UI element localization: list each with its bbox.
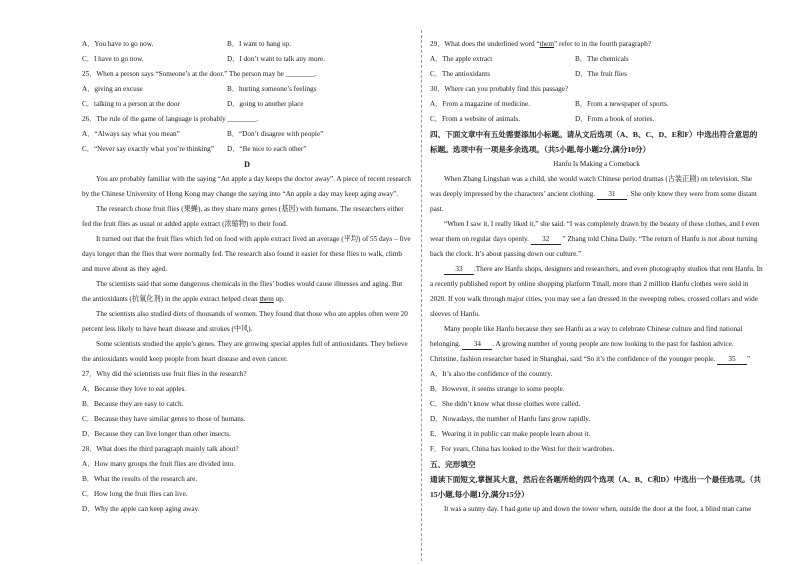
q29-underlined-word: them <box>539 40 554 48</box>
paragraph-2-text: “When I saw it, I really liked it,” she said. “I was completely drawn by the beauty of these clothes, and I even wear them on regular days openly. <box>430 220 760 243</box>
q25-options-row-2 <box>82 97 412 112</box>
column-divider <box>421 30 422 561</box>
q26-options-row-1 <box>82 127 412 142</box>
option-a: A．The apple extract <box>430 55 493 63</box>
q29-options-row-2 <box>430 67 763 82</box>
option-b-text: B．However, it seems strange to some people. <box>430 385 565 393</box>
option-f-text: F．For years, China has looked to the West for their wardrobes. <box>430 445 615 453</box>
paragraph-1-text: When Zhang Lingshan was a child, she would watch Chinese period dramas (古装正剧) on television. She was deeply impressed by the characters’ ancient clothing. <box>430 175 752 198</box>
option-a: A．From a magazine of medicine. <box>430 100 530 108</box>
q27-option-b: B．Because they are easy to catch. <box>82 400 184 408</box>
q26-options-row-2 <box>82 142 412 157</box>
hanfu-paragraph-2 <box>430 217 763 262</box>
option-d: D．I don’t want to talk any more. <box>227 55 325 63</box>
blank-33[interactable]: 33 <box>444 264 474 275</box>
cloze-first-line: It was a sunny day. I had gone up and down the tower when, outside the door at the foot, a blind man came <box>444 505 752 513</box>
left-column <box>82 37 412 561</box>
passage-title: Hanfu Is Making a Comeback <box>553 160 640 168</box>
option-d: D．The fruit flies <box>575 70 627 78</box>
option-d: D．going to another place <box>227 100 304 108</box>
section-d-title: D <box>244 160 250 169</box>
passage-d-paragraph-1: You are probably familiar with the saying “An apple a day keeps the doctor away”. A piece of recent research by the Chinese University of Hong Kong may change the saying into “An apple a day may keep aging away”. <box>82 175 411 198</box>
option-c: C．From a website of animals. <box>430 115 521 123</box>
q28-option-d: D．Why the apple can keep aging away. <box>82 505 200 513</box>
option-c-text: C．She didn’t know what these clothes were called. <box>430 400 581 408</box>
q25-blank: ________ <box>285 70 315 78</box>
passage-d-paragraph-6: Some scientists studied the apple’s genes. They are growing special apples full of antioxidants. They believe the antioxidants would keep people from heart disease and even cancer. <box>82 340 408 363</box>
section-4-heading: 四、下面文章中有五处需要添加小标题。请从文后选项（A、B、C、D、E和F）中选出符合意思的标题。选项中有一项是多余选项。（共5小题,每小题2分,满分10分） <box>430 130 758 154</box>
option-a-text: A．It’s also the confidence of the country. <box>430 370 553 378</box>
option-a: A．giving an excuse <box>82 85 143 93</box>
option-c: C．talking to a person at the door <box>82 100 180 108</box>
passage-d-paragraph-4 <box>82 277 412 307</box>
q25-options-row-1 <box>82 82 412 97</box>
q25-stem <box>82 67 412 82</box>
underlined-word-them: them <box>259 295 274 303</box>
section-5-instructions: 通读下面短文,掌握其大意，然后在各题所给的四个选项（A、B、C和D）中选出一个最佳选项。（共15小题,每小题1分,满分15分） <box>430 475 761 499</box>
paragraph-3-text: .There are Hanfu shops, designers and researchers, and even photography studios that rent Hanfu. In a recently published report by online shopping platform Tmall, more than 2 million Hanfu clothes were sold in 2020. If you walk through major cities, you may see a fan dressed in the sweeping robes, crossed collars and wide sleeves of Hanfu. <box>430 265 763 318</box>
blank-35[interactable]: 35 <box>717 354 747 365</box>
option-c: C．I have to go now. <box>82 55 144 63</box>
q25-stem-text: 25．When a person says “Someone’s at the door.” The person may be <box>82 70 284 78</box>
q26-stem-end: . <box>256 115 259 123</box>
q29-stem-text: 29．What does the underlined word “ <box>430 40 540 48</box>
q26-blank: ________ <box>227 115 257 123</box>
option-a: A．“Always say what you mean” <box>82 130 180 138</box>
q30-options-row-1 <box>430 97 763 112</box>
paragraph-4-text: Many people like Hanfu because they see Hanfu as a way to celebrate Chinese culture and find national belonging. <box>430 325 743 348</box>
blank-31[interactable]: 31 <box>597 189 627 200</box>
passage-d-paragraph-5: The scientists also studied diets of thousands of women. They found that those who ate apples often were 20 percent less likely to have heart disease and strokes (中风). <box>82 310 408 333</box>
paragraph-4-text: The scientists said that some dangerous chemicals in the flies’ bodies would cause illnesses and aging. But the antioxidants (抗氧化剂) in the apple extract helped clean <box>82 280 403 303</box>
q29-stem <box>430 37 763 52</box>
paragraph-4-end: up. <box>275 295 285 303</box>
section-5-heading: 五、完形填空 <box>430 460 476 469</box>
paragraph-4-end: ” <box>747 355 751 363</box>
hanfu-paragraph-3 <box>430 262 763 322</box>
q28-option-b: B．What the results of the research are. <box>82 475 198 483</box>
option-d: D．From a book of stories. <box>575 115 655 123</box>
passage-d-paragraph-2: The research chose fruit flies (果蝇), as they share many genes (基因) with humans. The researchers either fed the fruit flies as usual or added apple extract (浓缩物) to their food. <box>82 205 404 228</box>
q24-options-row-2 <box>82 52 412 67</box>
q28-stem: 28．What does the third paragraph mainly talk about? <box>82 445 239 453</box>
q27-option-c: C．Because they have similar genes to those of humans. <box>82 415 246 423</box>
q27-option-a: A．Because they love to eat apples. <box>82 385 187 393</box>
option-b: B．The chemicals <box>575 55 629 63</box>
option-b: B．I want to hang up. <box>227 40 292 48</box>
hanfu-paragraph-4 <box>430 322 763 367</box>
option-c: C．“Never say exactly what you’re thinking” <box>82 145 214 153</box>
q26-stem-text: 26．The rule of the game of language is probably <box>82 115 226 123</box>
q27-option-d: D．Because they can live longer than other insects. <box>82 430 231 438</box>
option-b: B．“Don’t disagree with people” <box>227 130 324 138</box>
option-d: D．“Be nice to each other” <box>227 145 307 153</box>
q28-option-c: C．How long the fruit flies can live. <box>82 490 188 498</box>
option-a: A．You have to go now. <box>82 40 154 48</box>
option-e-text: E．Wearing it in public can make people learn about it. <box>430 430 591 438</box>
option-b: B．hurting someone’s feelings <box>227 85 317 93</box>
q28-option-a: A．How many groups the fruit flies are divided into. <box>82 460 236 468</box>
option-b: B．From a newspaper of sports. <box>575 100 669 108</box>
q29-options-row-1 <box>430 52 763 67</box>
passage-d-paragraph-3: It turned out that the fruit flies which fed on food with apple extract lived an average (平均) of 55 days – five days longer than the flies that were normally fed. The research also found it easier for these flies to walk, climb and move about as they aged. <box>82 235 411 273</box>
paragraph-4-mid: . A growing number of young people are now looking to the past for fashion advice. Christine, fashion researcher based in Shanghai, said “So it’s the confidence of the younger people. <box>430 340 734 363</box>
paragraph-1-end: . She only knew they were from some distant past. <box>430 190 757 213</box>
q25-stem-end: . <box>314 70 317 78</box>
q26-stem <box>82 112 412 127</box>
blank-32[interactable]: 32 <box>531 234 561 245</box>
paragraph-2-end: ” Zhang told China Daily. “The return of Hanfu is not about turning back the clock. It’s about passing down our culture.” <box>430 235 758 258</box>
option-d-text: D．Nowadays, the number of Hanfu fans grow rapidly. <box>430 415 591 423</box>
q27-stem: 27．Why did the scientists use fruit flies in the research? <box>82 370 247 378</box>
blank-34[interactable]: 34 <box>462 339 492 350</box>
option-c: C．The antioxidants <box>430 70 491 78</box>
q30-options-row-2 <box>430 112 763 127</box>
q29-stem-end: ” refer to in the fourth paragraph? <box>553 40 651 48</box>
right-column <box>430 37 763 561</box>
hanfu-paragraph-1 <box>430 172 763 217</box>
q24-options-row-1 <box>82 37 412 52</box>
q30-stem: 30．Where can you probably find this passage? <box>430 85 569 93</box>
